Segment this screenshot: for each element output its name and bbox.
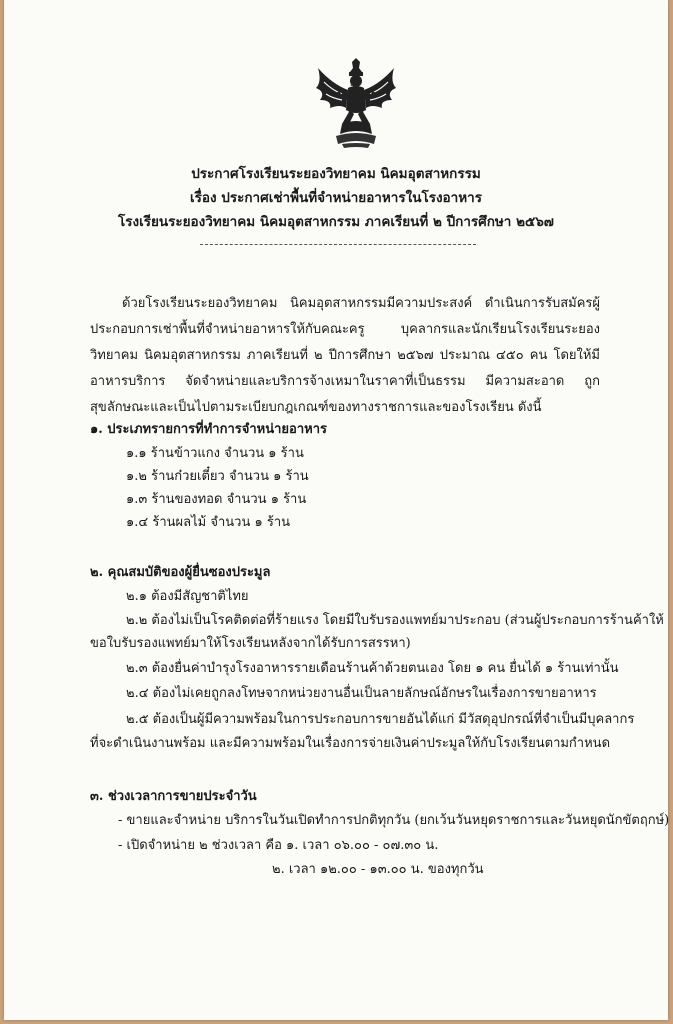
section-3-line-2: - เปิดจำหน่าย ๒ ช่วงเวลา คือ ๑. เวลา ๐๖.๐๐ - ๐๗.๓๐ น. bbox=[118, 838, 439, 853]
section-2-item-3: ๒.๓ ต้องยื่นค่าบำรุงโรงอาหารรายเดือนร้านค้าด้วยตนเอง โดย ๑ คน ยื่นได้ ๑ ร้านเท่านั้น bbox=[126, 661, 619, 676]
section-3-line-3: ๒. เวลา ๑๒.๐๐ - ๑๓.๐๐ น. ของทุกวัน bbox=[272, 862, 484, 877]
section-2-item-5-continued: ที่จะดำเนินงานพร้อม และมีความพร้อมในเรื่องการจ่ายเงินค่าประมูลให้กับโรงเรียนตามกำหนด bbox=[90, 736, 611, 751]
divider-line bbox=[200, 244, 476, 245]
section-2-item-5: ๒.๕ ต้องเป็นผู้มีความพร้อมในการประกอบการขายอันได้แก่ มีวัสดุอุปกรณ์ที่จำเป็นมีบุคลากร bbox=[126, 712, 635, 727]
title-line-1: ประกาศโรงเรียนระยองวิทยาคม นิคมอุตสาหกรรม bbox=[191, 166, 481, 182]
garuda-emblem-icon bbox=[312, 58, 400, 150]
title-line-3: โรงเรียนระยองวิทยาคม นิคมอุตสาหกรรม ภาคเรียนที่ ๒ ปีการศึกษา ๒๕๖๗ bbox=[118, 214, 554, 230]
title-line-2: เรื่อง ประกาศเช่าพื้นที่จำหน่ายอาหารในโรงอาหาร bbox=[190, 190, 482, 206]
section-2-item-1: ๒.๑ ต้องมีสัญชาติไทย bbox=[126, 589, 249, 604]
section-3-line-1: - ขายและจำหน่าย บริการในวันเปิดทำการปกติทุกวัน (ยกเว้นวันหยุดราชการและวันหยุดนักขัตฤกษ์) bbox=[118, 813, 670, 828]
intro-paragraph: ด้วยโรงเรียนระยองวิทยาคม นิคมอุตสาหกรรมมีความประสงค์ ดำเนินการรับสมัครผู้ประกอบการเช่าพื้นที่จำหน่ายอาหารให้กับคณะครู บุคลากรและนักเรียนโรงเรียนระยองวิทยาคม นิคมอุตสาหกรรม ภาคเรียนที่ ๒ ปีการศึกษา ๒๕๖๗ ประมาณ ๔๕๐ คน โดยให้มีอาหารบริการ จัดจำหน่ายและบริการจ้างเหมาในราคาที่เป็นธรรม มีความสะอาด ถูกสุขลักษณะและเป็นไปตามระเบียบกฎเกณฑ์ของทางราชการและของโรงเรียน ดังนี้ bbox=[90, 296, 600, 415]
section-1-item: ๑.๔ ร้านผลไม้ จำนวน ๑ ร้าน bbox=[126, 515, 291, 530]
section-1-heading: ๑. ประเภทรายการที่ทำการจำหน่ายอาหาร bbox=[90, 422, 327, 437]
section-1-item: ๑.๑ ร้านข้าวแกง จำนวน ๑ ร้าน bbox=[126, 446, 304, 461]
section-1-item: ๑.๒ ร้านก๋วยเตี๋ยว จำนวน ๑ ร้าน bbox=[126, 469, 309, 484]
section-2-item-2: ๒.๒ ต้องไม่เป็นโรคติดต่อที่ร้ายแรง โดยมีใบรับรองแพทย์มาประกอบ (ส่วนผู้ประกอบการร้านค้าให้ bbox=[126, 613, 664, 628]
section-3-heading: ๓. ช่วงเวลาการขายประจำวัน bbox=[90, 789, 257, 804]
section-1-item: ๑.๓ ร้านของทอด จำนวน ๑ ร้าน bbox=[126, 492, 307, 507]
document-page bbox=[4, 0, 668, 1020]
section-2-item-2-continued: ขอใบรับรองแพทย์มาให้โรงเรียนหลังจากได้รับการสรรหา) bbox=[90, 636, 411, 651]
section-2-item-4: ๒.๔ ต้องไม่เคยถูกลงโทษจากหน่วยงานอื่นเป็นลายลักษณ์อักษรในเรื่องการขายอาหาร bbox=[126, 686, 597, 701]
section-2-heading: ๒. คุณสมบัติของผู้ยื่นซองประมูล bbox=[90, 565, 271, 580]
